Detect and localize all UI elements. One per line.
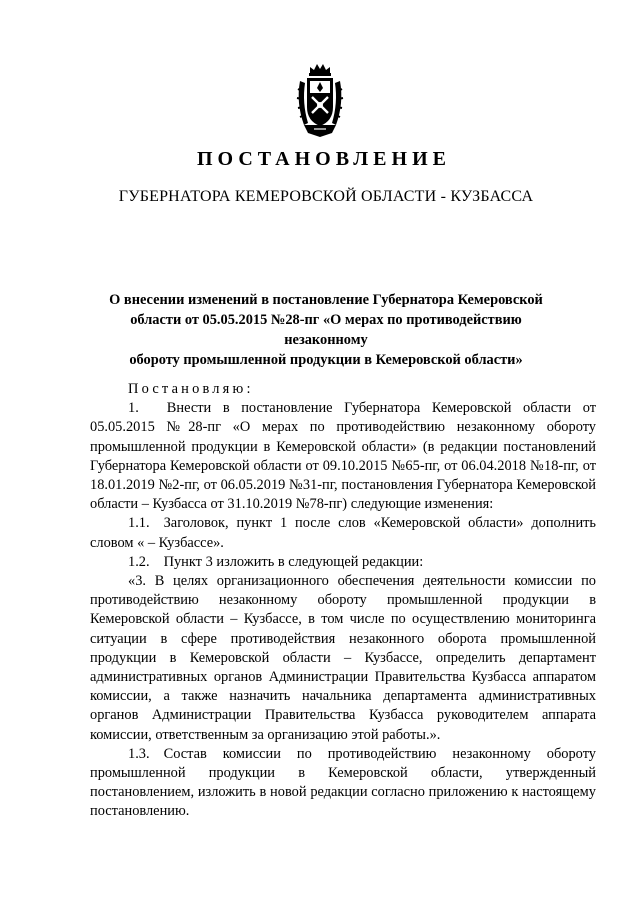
item-number: 1.1. — [128, 515, 150, 532]
item-text: Пункт 3 изложить в следующей редакции: — [163, 553, 424, 570]
item-number: 1.2. — [128, 553, 150, 570]
paragraph-item-1-3 — [90, 745, 596, 822]
subject-line: обороту промышленной продукции в Кемеровской области» — [129, 352, 523, 368]
subject-line: О внесении изменений в постановление Губернатора Кемеровской — [109, 292, 543, 308]
subject-line: области от 05.05.2015 №28-пг «О мерах по противодействию незаконному — [130, 312, 522, 348]
item-text: Внести в постановление Губернатора Кемеровской области от 05.05.2015 №28-пг «О мерах по противодействию незаконному обороту промышленной продукции в Кемеровской области» (в редакции постановлений Губернатора Кемеровской области от 09.10.2015 №65-пг, от 06.04.2018 №18-пг, от 18.01.2019 №2-пг, от 06.05.2019 №31-пг, постановления Губернатора Кемеровской области – Кузбасса от 31.10.2019 №78-пг) следующие изменения: — [90, 400, 596, 513]
document-type-title: ПОСТАНОВЛЕНИЕ — [197, 148, 451, 170]
item-text: Состав комиссии по противодействию незаконному обороту промышленной продукции в Кемеровской области, утвержденный постановлением, изложить в новой редакции согласно приложению к настоящему постановлению. — [90, 745, 596, 820]
item-number: 1.3. — [128, 745, 150, 762]
decree-word: Постановляю: — [128, 381, 254, 397]
paragraph-item-1 — [90, 399, 596, 514]
paragraph-item-1-2 — [90, 553, 596, 572]
document-body — [90, 380, 596, 822]
issuer-title: ГУБЕРНАТОРА КЕМЕРОВСКОЙ ОБЛАСТИ - КУЗБАССА — [118, 188, 534, 205]
paragraph-item-1-1 — [90, 514, 596, 552]
item-text: Заголовок, пункт 1 после слов «Кемеровской области» дополнить словом « – Кузбассе». — [90, 515, 596, 551]
paragraph-new-item-3: «3. В целях организационного обеспечения деятельности комиссии по противодействию незаконному обороту промышленной продукции в Кемеровской области – Кузбассе, в том числе по осуществлению мониторинга ситуации в сфере противодействия незаконного оборота промышленной продукции в Кемеровской области – Кузбассе, определить департамент административных органов Администрации Правительства Кузбасса аппаратом комиссии, а также назначить начальника департамента административных органов Администрации Правительства Кузбасса руководителем аппарата комиссии, ответственным за организацию этой работы.». — [90, 573, 596, 743]
document-subject — [100, 290, 552, 370]
kemerovo-coat-of-arms-icon — [296, 63, 344, 141]
item-number: 1. — [128, 400, 139, 417]
